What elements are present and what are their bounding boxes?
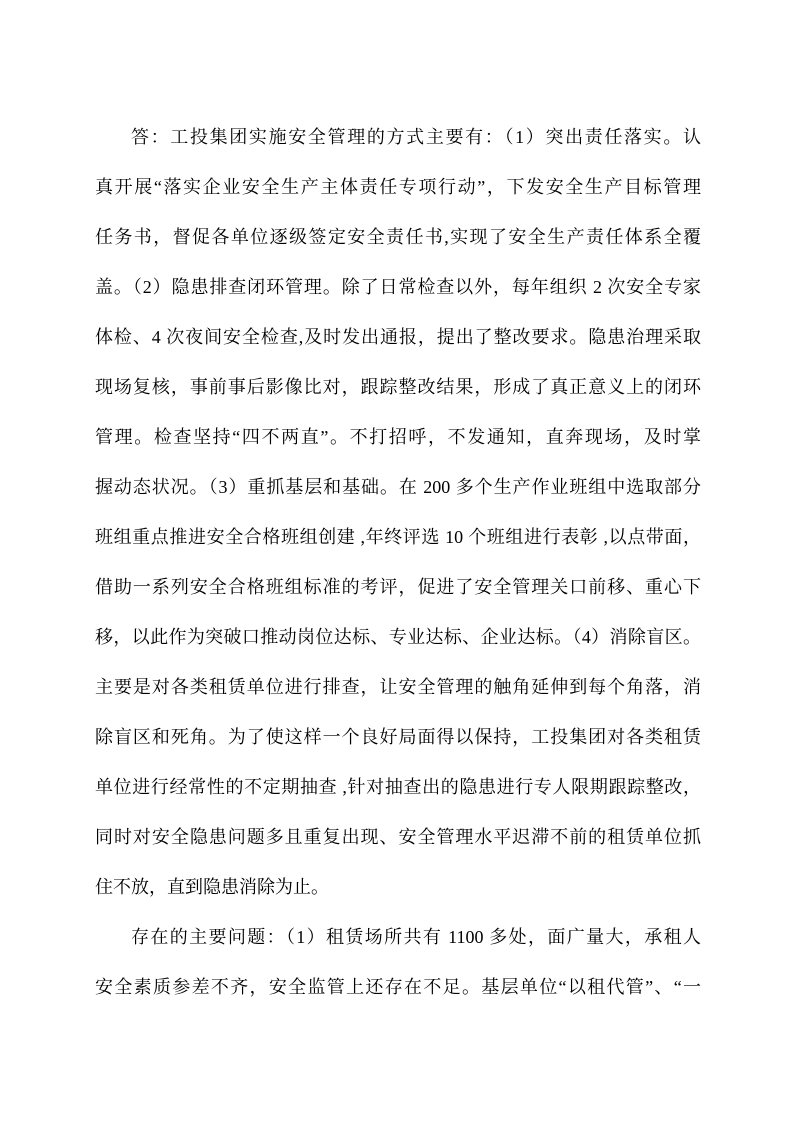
text-line: 存在的主要问题：（1）租赁场所共有 1100 多处，面广量大，承租人	[131, 927, 701, 947]
text-line: 移，以此作为突破口推动岗位达标、专业达标、企业达标。（4）消除盲区。	[95, 627, 701, 647]
text-line: 同时对安全隐患问题多且重复出现、安全管理水平迟滞不前的租赁单位抓	[95, 827, 701, 847]
paragraph-2	[95, 912, 701, 1012]
text-line: 答：工投集团实施安全管理的方式主要有：（1）突出责任落实。认	[131, 127, 701, 147]
paragraph-1	[95, 112, 701, 912]
text-line: 借助一系列安全合格班组标准的考评，促进了安全管理关口前移、重心下	[95, 577, 701, 597]
text-line: 除盲区和死角。为了使这样一个良好局面得以保持，工投集团对各类租赁	[95, 727, 701, 747]
text-line: 真开展“落实企业安全生产主体责任专项行动”，下发安全生产目标管理	[95, 177, 701, 197]
text-line: 班组重点推进安全合格班组创建 ,年终评选 10 个班组进行表彰 ,以点带面，	[95, 527, 701, 547]
text-line: 任务书，督促各单位逐级签定安全责任书,实现了安全生产责任体系全覆	[95, 227, 701, 247]
text-line: 单位进行经常性的不定期抽查 ,针对抽查出的隐患进行专人限期跟踪整改，	[95, 777, 701, 797]
text-line: 管理。检查坚持“四不两直”。不打招呼，不发通知，直奔现场，及时掌	[95, 427, 701, 447]
document-body	[95, 112, 701, 1012]
text-line: 盖。（2）隐患排查闭环管理。除了日常检查以外，每年组织 2 次安全专家	[95, 277, 701, 297]
text-line: 住不放，直到隐患消除为止。	[95, 877, 329, 897]
text-line: 体检、4 次夜间安全检查,及时发出通报，提出了整改要求。隐患治理采取	[95, 327, 701, 347]
text-line: 握动态状况。（3）重抓基层和基础。在 200 多个生产作业班组中选取部分	[95, 477, 701, 497]
text-line: 安全素质参差不齐，安全监管上还存在不足。基层单位“以租代管”、“一	[95, 977, 701, 997]
text-line: 现场复核，事前事后影像比对，跟踪整改结果，形成了真正意义上的闭环	[95, 377, 701, 397]
text-line: 主要是对各类租赁单位进行排查，让安全管理的触角延伸到每个角落，消	[95, 677, 701, 697]
